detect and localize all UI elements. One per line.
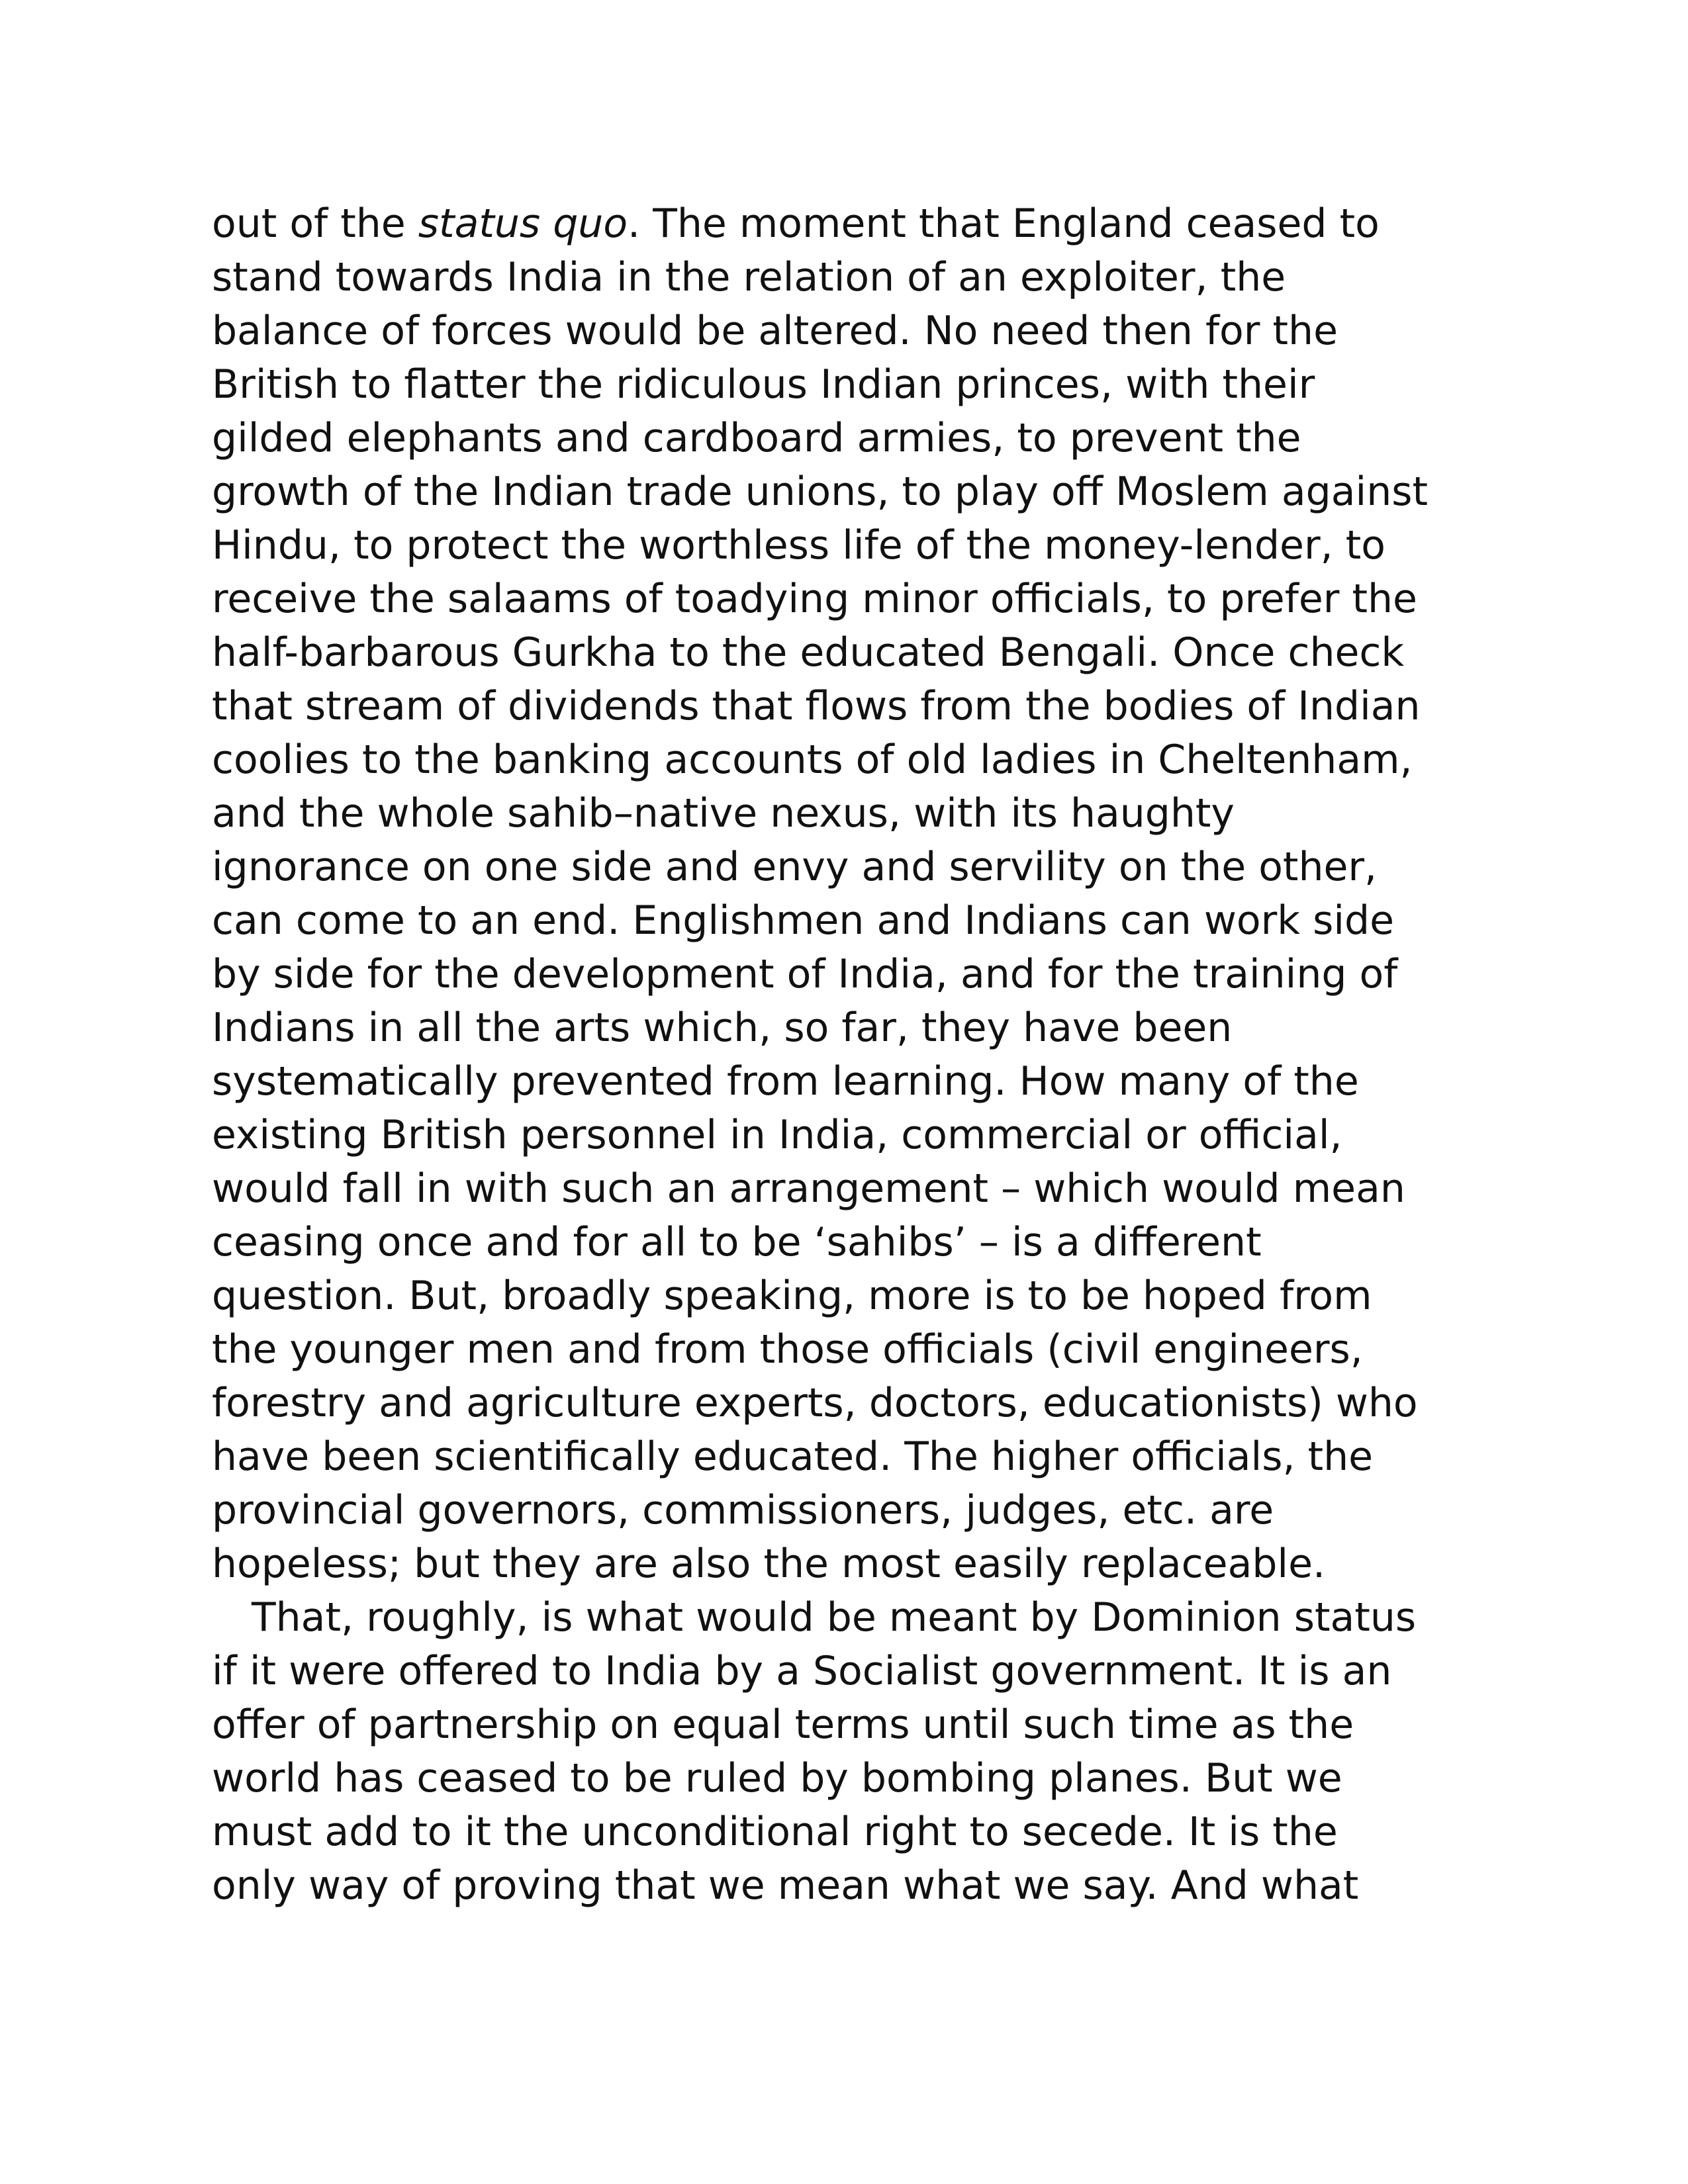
text-line: if it were offered to India by a Socialist government. It is an <box>212 1648 1392 1694</box>
italic-phrase: status quo <box>418 201 628 247</box>
text-line: ignorance on one side and envy and servility on the other, <box>212 844 1378 890</box>
text-line: the younger men and from those officials (civil engineers, <box>212 1326 1363 1373</box>
text-line: provincial governors, commissioners, judges, etc. are <box>212 1487 1274 1533</box>
text-line: Indians in all the arts which, so far, they have been <box>212 1005 1233 1051</box>
text-line: would fall in with such an arrangement – which would mean <box>212 1165 1405 1212</box>
text-line: that stream of dividends that flows from the bodies of Indian <box>212 683 1421 729</box>
text-line: coolies to the banking accounts of old ladies in Cheltenham, <box>212 737 1413 783</box>
text-line: question. But, broadly speaking, more is to be hoped from <box>212 1273 1372 1319</box>
text-line: must add to it the unconditional right to secede. It is the <box>212 1809 1338 1855</box>
text-line: hopeless; but they are also the most easily replaceable. <box>212 1541 1326 1587</box>
text-line: British to flatter the ridiculous Indian princes, with their <box>212 361 1315 408</box>
text-line: have been scientifically educated. The higher officials, the <box>212 1433 1374 1480</box>
text-line: ceasing once and for all to be ‘sahibs’ – is a different <box>212 1219 1262 1265</box>
text-line: Hindu, to protect the worthless life of the money-lender, to <box>212 522 1386 569</box>
text-run: out of the <box>212 201 418 247</box>
text-run: . The moment that England ceased to <box>628 201 1380 247</box>
paragraph-2 <box>212 1591 1509 1913</box>
text-line: receive the salaams of toadying minor officials, to prefer the <box>212 576 1417 622</box>
text-line: That, roughly, is what would be meant by Dominion status <box>252 1594 1417 1641</box>
text-line: world has ceased to be ruled by bombing planes. But we <box>212 1755 1342 1801</box>
text-line: can come to an end. Englishmen and Indians can work side <box>212 897 1395 944</box>
text-line <box>212 197 1509 251</box>
text-line: existing British personnel in India, commercial or official, <box>212 1112 1342 1158</box>
text-line: forestry and agriculture experts, doctors, educationists) who <box>212 1380 1418 1426</box>
text-line: gilded elephants and cardboard armies, to prevent the <box>212 415 1301 461</box>
text-line: growth of the Indian trade unions, to play off Moslem against <box>212 469 1429 515</box>
text-line: balance of forces would be altered. No need then for the <box>212 308 1338 354</box>
paragraph-1 <box>212 197 1509 1591</box>
body-text <box>212 197 1509 1913</box>
text-line: by side for the development of India, and for the training of <box>212 951 1398 997</box>
text-line: offer of partnership on equal terms until such time as the <box>212 1702 1354 1748</box>
text-line: systematically prevented from learning. How many of the <box>212 1058 1359 1105</box>
text-line: stand towards India in the relation of an exploiter, the <box>212 254 1286 300</box>
text-line: only way of proving that we mean what we say. And what <box>212 1862 1359 1909</box>
text-line: half-barbarous Gurkha to the educated Bengali. Once check <box>212 629 1405 676</box>
text-line: and the whole sahib–native nexus, with its haughty <box>212 790 1235 837</box>
